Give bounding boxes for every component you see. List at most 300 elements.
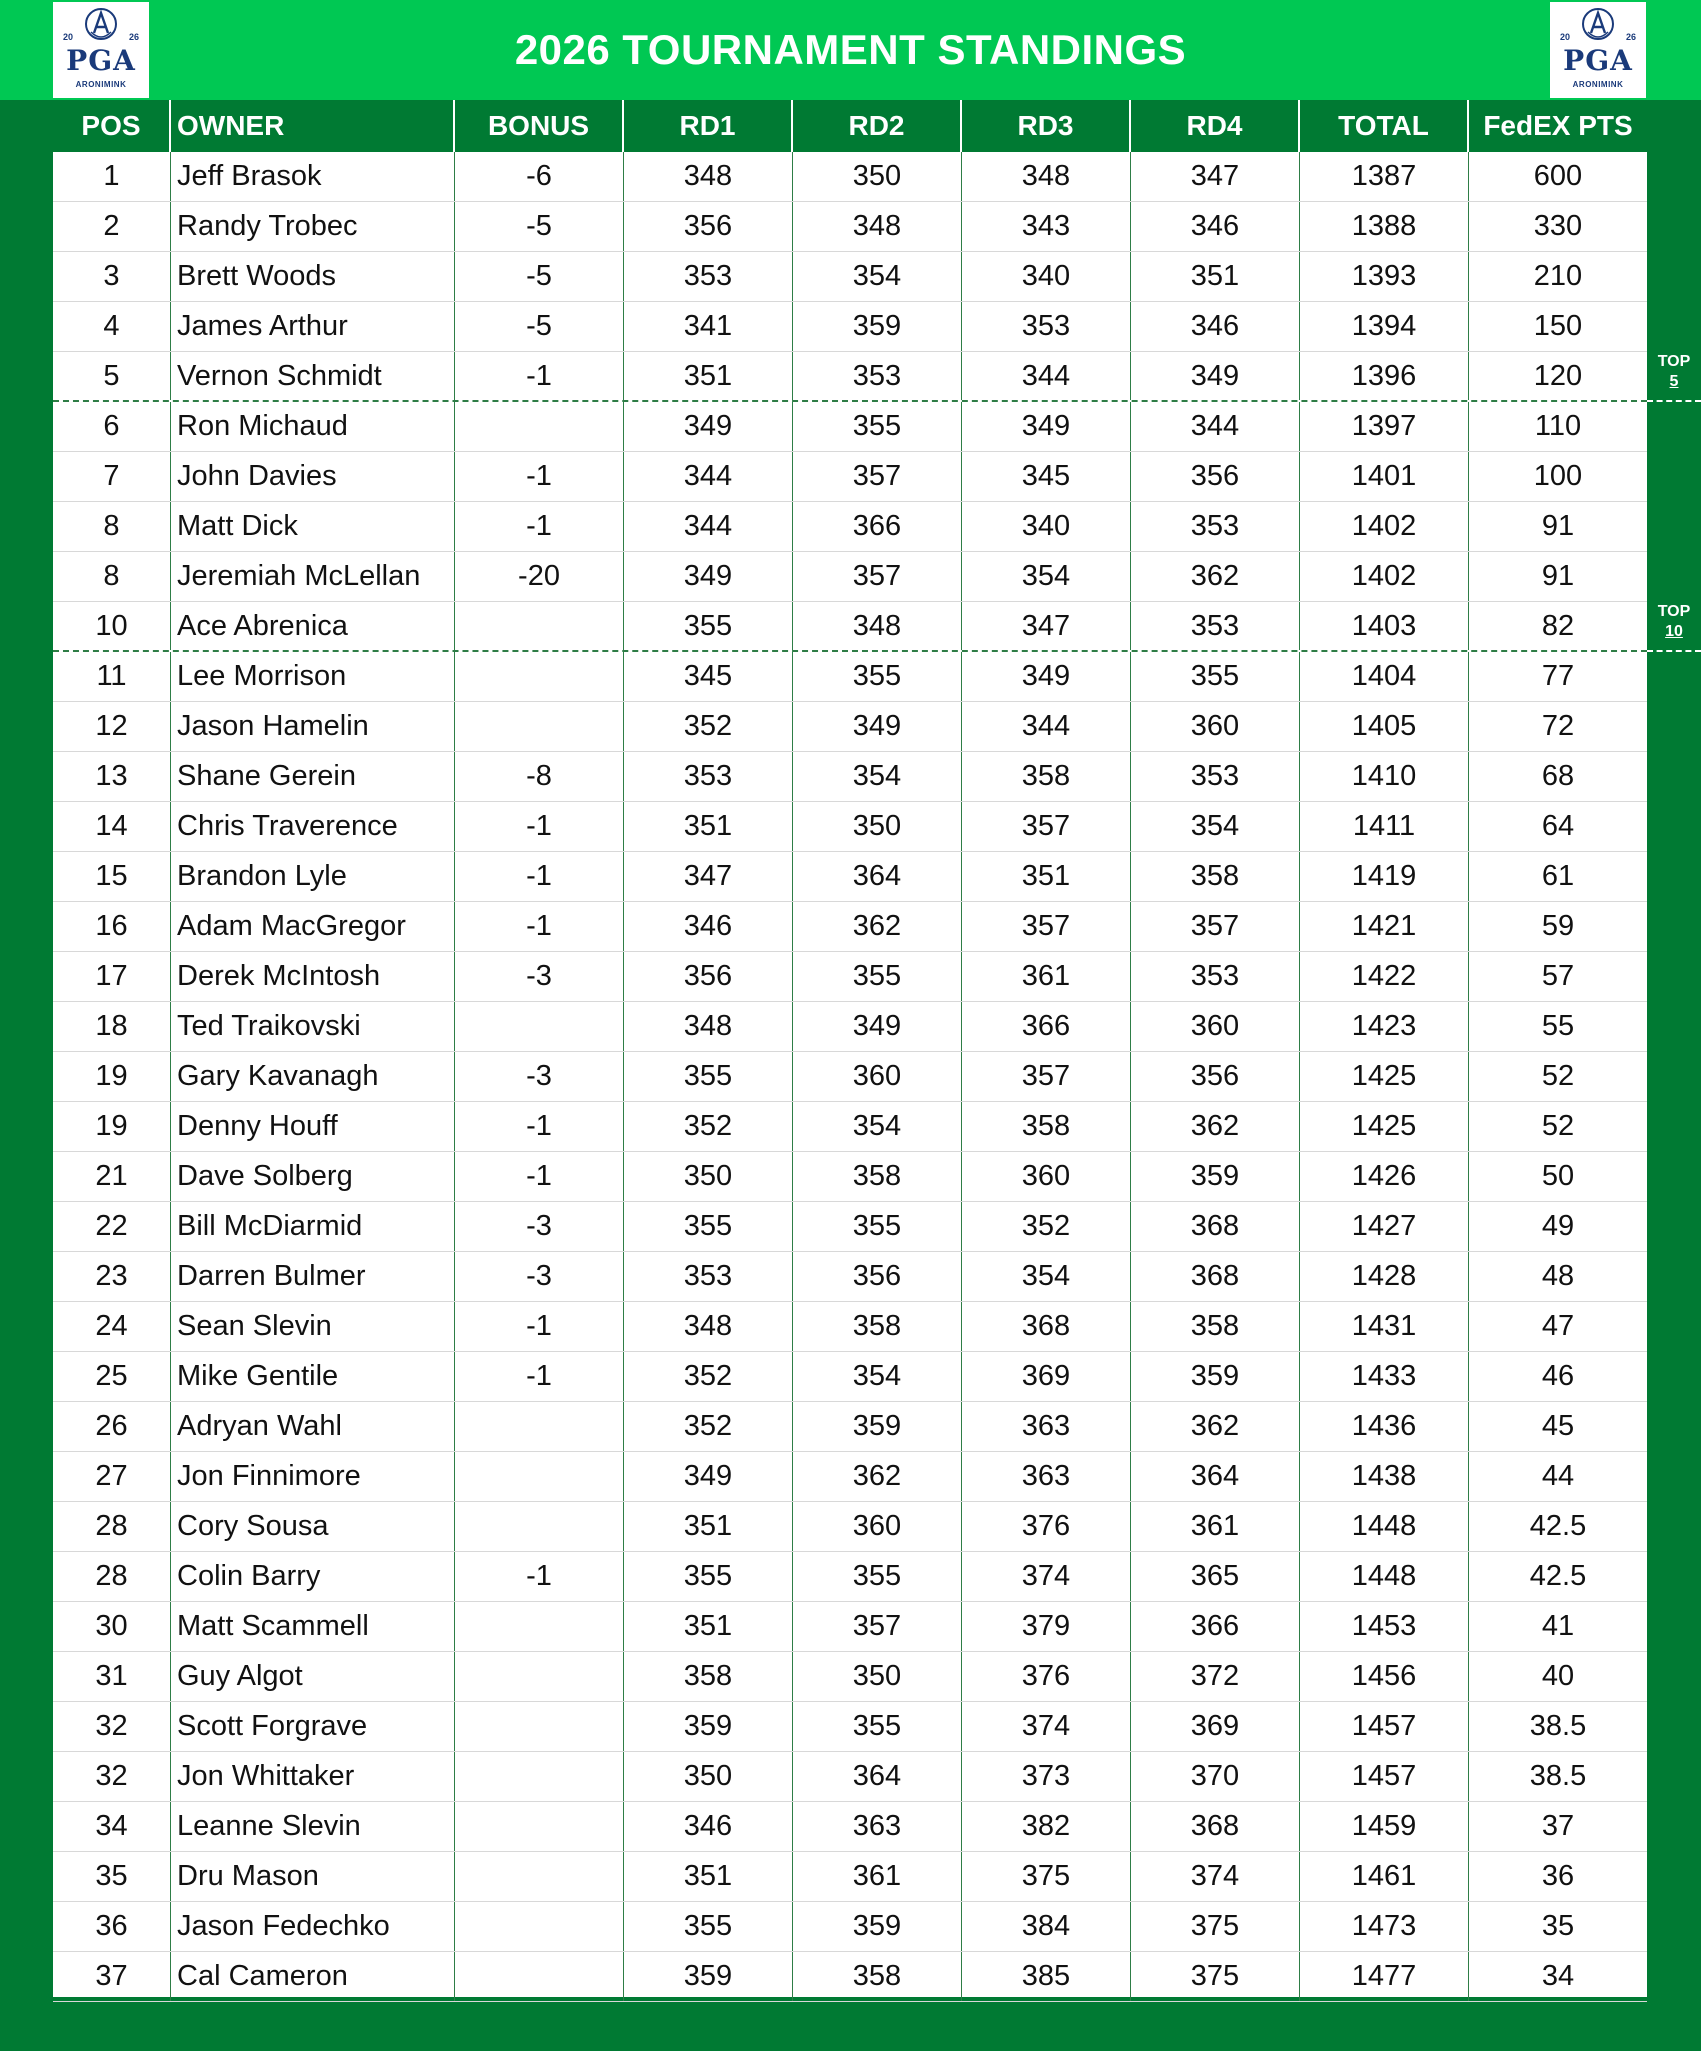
cell-rd4: 360 <box>1131 1002 1300 1051</box>
cell-rd3: 358 <box>962 1102 1131 1151</box>
table-row <box>53 1952 1647 2002</box>
cell-rd1: 351 <box>624 1852 793 1901</box>
cell-rd1: 355 <box>624 1552 793 1601</box>
cell-bonus: -3 <box>455 1202 624 1251</box>
cell-pos: 24 <box>53 1302 171 1351</box>
cell-bonus <box>455 1702 624 1751</box>
table-row <box>53 252 1647 302</box>
cell-rd2: 349 <box>793 1002 962 1051</box>
cell-rd1: 349 <box>624 402 793 451</box>
cell-rd1: 341 <box>624 302 793 351</box>
cell-pos: 35 <box>53 1852 171 1901</box>
cell-total: 1457 <box>1300 1752 1469 1801</box>
logo-subtext: ARONIMINK <box>75 80 127 89</box>
cell-pos: 36 <box>53 1902 171 1951</box>
cell-bonus <box>455 1852 624 1901</box>
cell-pos: 10 <box>53 602 171 650</box>
cell-rd2: 354 <box>793 1352 962 1401</box>
cell-rd4: 372 <box>1131 1652 1300 1701</box>
cell-total: 1431 <box>1300 1302 1469 1351</box>
cell-fedex-pts: 36 <box>1541 1860 1575 1892</box>
cell-total: 1393 <box>1300 252 1469 301</box>
cell-owner: Brandon Lyle <box>171 852 455 901</box>
cell-bonus: -20 <box>455 552 624 601</box>
cell-rd2: 360 <box>793 1052 962 1101</box>
cell-bonus <box>455 602 624 650</box>
table-row <box>53 852 1647 902</box>
cell-fedex-pts: 600 <box>1533 160 1583 192</box>
table-row <box>53 1802 1647 1852</box>
cell-rd4: 362 <box>1131 1402 1300 1451</box>
table-row <box>53 902 1647 952</box>
table-row <box>53 1702 1647 1752</box>
cell-owner: Cory Sousa <box>171 1502 455 1551</box>
cell-total: 1453 <box>1300 1602 1469 1651</box>
cell-rd2: 353 <box>793 352 962 400</box>
cell-rd2: 358 <box>793 1152 962 1201</box>
logo-pga-text: PGA <box>66 44 136 77</box>
cell-owner: Matt Scammell <box>171 1602 455 1651</box>
cell-rd4: 356 <box>1131 452 1300 501</box>
cell-rd1: 350 <box>624 1152 793 1201</box>
table-row <box>53 1152 1647 1202</box>
cell-rd2: 362 <box>793 902 962 951</box>
cell-rd4: 359 <box>1131 1352 1300 1401</box>
cell-bonus: -3 <box>455 1052 624 1101</box>
cell-owner: Guy Algot <box>171 1652 455 1701</box>
cell-fedex-pts: 64 <box>1541 810 1575 842</box>
cell-rd3: 345 <box>962 452 1131 501</box>
cell-pos: 25 <box>53 1352 171 1401</box>
header-pos: POS <box>53 100 171 152</box>
cell-owner: Jason Hamelin <box>171 702 455 751</box>
cell-rd4: 353 <box>1131 952 1300 1001</box>
cell-rd3: 366 <box>962 1002 1131 1051</box>
cell-rd2: 358 <box>793 1302 962 1351</box>
cell-rd1: 346 <box>624 902 793 951</box>
table-row <box>53 1652 1647 1702</box>
cell-total: 1425 <box>1300 1052 1469 1101</box>
cell-owner: Derek McIntosh <box>171 952 455 1001</box>
cell-owner: Sean Slevin <box>171 1302 455 1351</box>
cell-pos: 19 <box>53 1052 171 1101</box>
top-10-divider <box>1647 650 1701 652</box>
cell-rd2: 363 <box>793 1802 962 1851</box>
cell-rd3: 358 <box>962 752 1131 801</box>
cell-owner: Denny Houff <box>171 1102 455 1151</box>
cell-total: 1404 <box>1300 652 1469 701</box>
cell-pos: 32 <box>53 1752 171 1801</box>
cell-rd3: 352 <box>962 1202 1131 1251</box>
logo-year-right: 26 <box>1625 32 1636 42</box>
cell-total: 1397 <box>1300 402 1469 451</box>
cell-total: 1423 <box>1300 1002 1469 1051</box>
cell-fedex-pts: 210 <box>1533 260 1583 292</box>
table-row <box>53 752 1647 802</box>
table-row <box>53 552 1647 602</box>
cell-rd4: 357 <box>1131 902 1300 951</box>
cell-fedex-pts: 55 <box>1541 1010 1575 1042</box>
cell-pos: 31 <box>53 1652 171 1701</box>
cell-fedex-pts: 52 <box>1541 1110 1575 1142</box>
cell-total: 1403 <box>1300 602 1469 650</box>
cell-owner: Dru Mason <box>171 1852 455 1901</box>
cell-rd4: 361 <box>1131 1502 1300 1551</box>
cell-rd2: 362 <box>793 1452 962 1501</box>
cell-rd1: 348 <box>624 152 793 201</box>
cell-owner: James Arthur <box>171 302 455 351</box>
cell-owner: Shane Gerein <box>171 752 455 801</box>
cell-rd2: 357 <box>793 552 962 601</box>
cell-rd3: 373 <box>962 1752 1131 1801</box>
cell-owner: Ace Abrenica <box>171 602 455 650</box>
cell-fedex-pts: 77 <box>1541 660 1575 692</box>
cell-bonus <box>455 652 624 701</box>
cell-bonus <box>455 402 624 451</box>
cell-fedex-pts: 52 <box>1541 1060 1575 1092</box>
cell-rd4: 358 <box>1131 852 1300 901</box>
cell-pos: 27 <box>53 1452 171 1501</box>
cell-pos: 8 <box>53 552 171 601</box>
cell-rd1: 355 <box>624 1902 793 1951</box>
cell-fedex-pts: 44 <box>1541 1460 1575 1492</box>
cell-rd3: 357 <box>962 802 1131 851</box>
cell-rd3: 357 <box>962 1052 1131 1101</box>
cell-rd2: 349 <box>793 702 962 751</box>
table-row <box>53 1102 1647 1152</box>
cell-rd3: 369 <box>962 1352 1131 1401</box>
table-header <box>53 100 1647 152</box>
cell-fedex-pts: 45 <box>1541 1410 1575 1442</box>
cell-rd2: 350 <box>793 1652 962 1701</box>
cell-owner: Mike Gentile <box>171 1352 455 1401</box>
cell-rd4: 360 <box>1131 702 1300 751</box>
cell-owner: Colin Barry <box>171 1552 455 1601</box>
cell-rd4: 374 <box>1131 1852 1300 1901</box>
cell-rd1: 359 <box>624 1702 793 1751</box>
cell-owner: Jeremiah McLellan <box>171 552 455 601</box>
cell-bonus: -1 <box>455 1552 624 1601</box>
cell-pos: 37 <box>53 1952 171 2001</box>
cell-fedex-pts: 40 <box>1541 1660 1575 1692</box>
cell-owner: Jason Fedechko <box>171 1902 455 1951</box>
cell-rd1: 352 <box>624 1102 793 1151</box>
cell-fedex-pts: 150 <box>1533 310 1583 342</box>
cell-total: 1456 <box>1300 1652 1469 1701</box>
cell-rd3: 385 <box>962 1952 1131 2001</box>
table-row <box>53 1002 1647 1052</box>
cell-owner: Darren Bulmer <box>171 1252 455 1301</box>
table-row <box>53 1202 1647 1252</box>
cell-fedex-pts: 34 <box>1541 1960 1575 1992</box>
standings-table <box>53 152 1647 1997</box>
cell-rd2: 357 <box>793 452 962 501</box>
cell-rd2: 359 <box>793 1402 962 1451</box>
cell-total: 1410 <box>1300 752 1469 801</box>
cell-fedex-pts: 68 <box>1541 760 1575 792</box>
cell-bonus: -1 <box>455 802 624 851</box>
cell-rd4: 375 <box>1131 1902 1300 1951</box>
cell-rd3: 374 <box>962 1702 1131 1751</box>
logo-pga-text: PGA <box>1563 44 1633 77</box>
cell-rd4: 359 <box>1131 1152 1300 1201</box>
cell-bonus <box>455 1802 624 1851</box>
cell-pos: 28 <box>53 1552 171 1601</box>
table-row <box>53 602 1647 652</box>
cell-total: 1411 <box>1300 802 1469 851</box>
cell-owner: Chris Traverence <box>171 802 455 851</box>
cell-rd3: 349 <box>962 402 1131 451</box>
cell-fedex-pts: 38.5 <box>1529 1760 1587 1792</box>
cell-pos: 15 <box>53 852 171 901</box>
cell-rd2: 364 <box>793 1752 962 1801</box>
cell-total: 1421 <box>1300 902 1469 951</box>
cell-pos: 8 <box>53 502 171 551</box>
cell-total: 1457 <box>1300 1702 1469 1751</box>
cell-fedex-pts: 46 <box>1541 1360 1575 1392</box>
cell-rd2: 354 <box>793 752 962 801</box>
cell-bonus: -5 <box>455 252 624 301</box>
pga-logo-left <box>53 2 149 98</box>
cell-rd1: 351 <box>624 1602 793 1651</box>
cell-rd3: 343 <box>962 202 1131 251</box>
cell-pos: 16 <box>53 902 171 951</box>
cell-total: 1402 <box>1300 552 1469 601</box>
cell-rd1: 355 <box>624 602 793 650</box>
cell-bonus <box>455 702 624 751</box>
cell-rd4: 351 <box>1131 252 1300 301</box>
cell-pos: 6 <box>53 402 171 451</box>
table-row <box>53 652 1647 702</box>
header-rd1: RD1 <box>624 100 793 152</box>
cell-rd3: 382 <box>962 1802 1131 1851</box>
cell-rd1: 348 <box>624 1302 793 1351</box>
cell-rd1: 355 <box>624 1052 793 1101</box>
cell-total: 1388 <box>1300 202 1469 251</box>
cell-rd2: 355 <box>793 952 962 1001</box>
cell-rd4: 349 <box>1131 352 1300 400</box>
cell-fedex-pts: 42.5 <box>1529 1510 1587 1542</box>
cell-rd2: 348 <box>793 602 962 650</box>
cell-pos: 12 <box>53 702 171 751</box>
cell-rd3: 340 <box>962 502 1131 551</box>
cell-rd2: 359 <box>793 302 962 351</box>
top-5-marker <box>1647 352 1701 392</box>
cell-bonus: -1 <box>455 502 624 551</box>
table-row <box>53 1852 1647 1902</box>
cell-rd1: 350 <box>624 1752 793 1801</box>
cell-fedex-pts: 59 <box>1541 910 1575 942</box>
cell-bonus <box>455 1502 624 1551</box>
top-5-divider <box>1647 400 1701 402</box>
cell-rd4: 356 <box>1131 1052 1300 1101</box>
cell-rd3: 375 <box>962 1852 1131 1901</box>
cell-rd4: 346 <box>1131 302 1300 351</box>
cell-rd3: 360 <box>962 1152 1131 1201</box>
cell-rd2: 355 <box>793 1702 962 1751</box>
cell-pos: 26 <box>53 1402 171 1451</box>
cell-total: 1433 <box>1300 1352 1469 1401</box>
cell-owner: Jon Finnimore <box>171 1452 455 1501</box>
cell-rd3: 348 <box>962 152 1131 201</box>
header-owner: OWNER <box>171 100 455 152</box>
cell-rd1: 356 <box>624 202 793 251</box>
table-row <box>53 1452 1647 1502</box>
cell-fedex-pts: 91 <box>1541 510 1575 542</box>
cell-rd4: 353 <box>1131 602 1300 650</box>
cell-rd1: 347 <box>624 852 793 901</box>
cell-bonus: -3 <box>455 952 624 1001</box>
cell-total: 1419 <box>1300 852 1469 901</box>
cell-pos: 13 <box>53 752 171 801</box>
cell-bonus: -1 <box>455 1302 624 1351</box>
cell-rd2: 364 <box>793 852 962 901</box>
table-row <box>53 1552 1647 1602</box>
cell-rd1: 349 <box>624 1452 793 1501</box>
cell-rd1: 355 <box>624 1202 793 1251</box>
cell-rd2: 357 <box>793 1602 962 1651</box>
table-row <box>53 1752 1647 1802</box>
cell-rd1: 344 <box>624 502 793 551</box>
cell-rd1: 351 <box>624 802 793 851</box>
logo-year-right: 26 <box>128 32 139 42</box>
cell-rd1: 352 <box>624 702 793 751</box>
cell-rd2: 359 <box>793 1902 962 1951</box>
cell-total: 1473 <box>1300 1902 1469 1951</box>
cell-bonus: -1 <box>455 902 624 951</box>
cell-rd4: 370 <box>1131 1752 1300 1801</box>
top-10-number: 10 <box>1665 623 1683 640</box>
table-row <box>53 202 1647 252</box>
cell-bonus: -1 <box>455 352 624 400</box>
cell-rd1: 353 <box>624 252 793 301</box>
cell-rd4: 353 <box>1131 752 1300 801</box>
cell-bonus <box>455 1452 624 1501</box>
cell-pos: 5 <box>53 352 171 400</box>
cell-fedex-pts: 37 <box>1541 1810 1575 1842</box>
cell-total: 1436 <box>1300 1402 1469 1451</box>
cell-owner: Gary Kavanagh <box>171 1052 455 1101</box>
cell-rd2: 356 <box>793 1252 962 1301</box>
cell-bonus: -1 <box>455 452 624 501</box>
table-row <box>53 1502 1647 1552</box>
cell-pos: 11 <box>53 652 171 701</box>
cell-total: 1459 <box>1300 1802 1469 1851</box>
logo-year-left: 20 <box>1560 32 1571 42</box>
cell-total: 1426 <box>1300 1152 1469 1201</box>
table-row <box>53 302 1647 352</box>
cell-rd1: 345 <box>624 652 793 701</box>
cell-rd4: 368 <box>1131 1802 1300 1851</box>
cell-rd3: 349 <box>962 652 1131 701</box>
cell-owner: Lee Morrison <box>171 652 455 701</box>
cell-fedex-pts: 91 <box>1541 560 1575 592</box>
cell-pos: 7 <box>53 452 171 501</box>
cell-rd2: 354 <box>793 1102 962 1151</box>
cell-rd2: 350 <box>793 802 962 851</box>
table-row <box>53 952 1647 1002</box>
cell-bonus <box>455 1752 624 1801</box>
table-row <box>53 1302 1647 1352</box>
cell-bonus <box>455 1902 624 1951</box>
header-bonus: BONUS <box>455 100 624 152</box>
cell-bonus <box>455 1002 624 1051</box>
cell-pos: 34 <box>53 1802 171 1851</box>
cell-owner: Cal Cameron <box>171 1952 455 2001</box>
cell-rd2: 355 <box>793 402 962 451</box>
top-5-label: TOP <box>1657 353 1691 370</box>
cell-rd2: 358 <box>793 1952 962 2001</box>
cell-rd4: 368 <box>1131 1202 1300 1251</box>
header-total: TOTAL <box>1300 100 1469 152</box>
cell-bonus: -1 <box>455 1352 624 1401</box>
table-row <box>53 1402 1647 1452</box>
cell-rd4: 346 <box>1131 202 1300 251</box>
cell-owner: Leanne Slevin <box>171 1802 455 1851</box>
cell-rd4: 368 <box>1131 1252 1300 1301</box>
cell-rd3: 376 <box>962 1652 1131 1701</box>
cell-owner: Ron Michaud <box>171 402 455 451</box>
cell-rd3: 384 <box>962 1902 1131 1951</box>
cell-fedex-pts: 110 <box>1534 410 1582 442</box>
cell-rd4: 344 <box>1131 402 1300 451</box>
cell-owner: Adryan Wahl <box>171 1402 455 1451</box>
cell-pos: 19 <box>53 1102 171 1151</box>
cell-fedex-pts: 42.5 <box>1529 1560 1587 1592</box>
cell-rd1: 359 <box>624 1952 793 2001</box>
table-row <box>53 402 1647 452</box>
cell-fedex-pts: 50 <box>1541 1160 1575 1192</box>
cell-rd4: 355 <box>1131 652 1300 701</box>
cell-bonus <box>455 1652 624 1701</box>
cell-pos: 2 <box>53 202 171 251</box>
cell-owner: Bill McDiarmid <box>171 1202 455 1251</box>
header-rd4: RD4 <box>1131 100 1300 152</box>
cell-rd3: 344 <box>962 702 1131 751</box>
cell-pos: 1 <box>53 152 171 201</box>
top-5-number: 5 <box>1669 373 1679 390</box>
cell-fedex-pts: 48 <box>1541 1260 1575 1292</box>
cell-fedex-pts: 100 <box>1533 460 1583 492</box>
table-row <box>53 452 1647 502</box>
cell-fedex-pts: 330 <box>1533 210 1583 242</box>
cell-bonus: -1 <box>455 1152 624 1201</box>
table-row <box>53 702 1647 752</box>
table-row <box>53 1602 1647 1652</box>
cell-owner: John Davies <box>171 452 455 501</box>
cell-rd1: 349 <box>624 552 793 601</box>
page-title: 2026 TOURNAMENT STANDINGS <box>514 26 1187 73</box>
table-row <box>53 802 1647 852</box>
cell-owner: Dave Solberg <box>171 1152 455 1201</box>
top-10-label: TOP <box>1657 603 1691 620</box>
cell-rd3: 354 <box>962 1252 1131 1301</box>
cell-owner: Jon Whittaker <box>171 1752 455 1801</box>
cell-fedex-pts: 61 <box>1541 860 1575 892</box>
cell-total: 1422 <box>1300 952 1469 1001</box>
header-rd3: RD3 <box>962 100 1131 152</box>
cell-rd3: 363 <box>962 1452 1131 1501</box>
cell-pos: 23 <box>53 1252 171 1301</box>
cell-rd3: 368 <box>962 1302 1131 1351</box>
cell-fedex-pts: 120 <box>1533 360 1583 392</box>
cell-rd1: 351 <box>624 1502 793 1551</box>
cell-owner: Ted Traikovski <box>171 1002 455 1051</box>
cell-rd4: 358 <box>1131 1302 1300 1351</box>
cell-rd4: 375 <box>1131 1952 1300 2001</box>
cell-pos: 17 <box>53 952 171 1001</box>
cell-owner: Vernon Schmidt <box>171 352 455 400</box>
